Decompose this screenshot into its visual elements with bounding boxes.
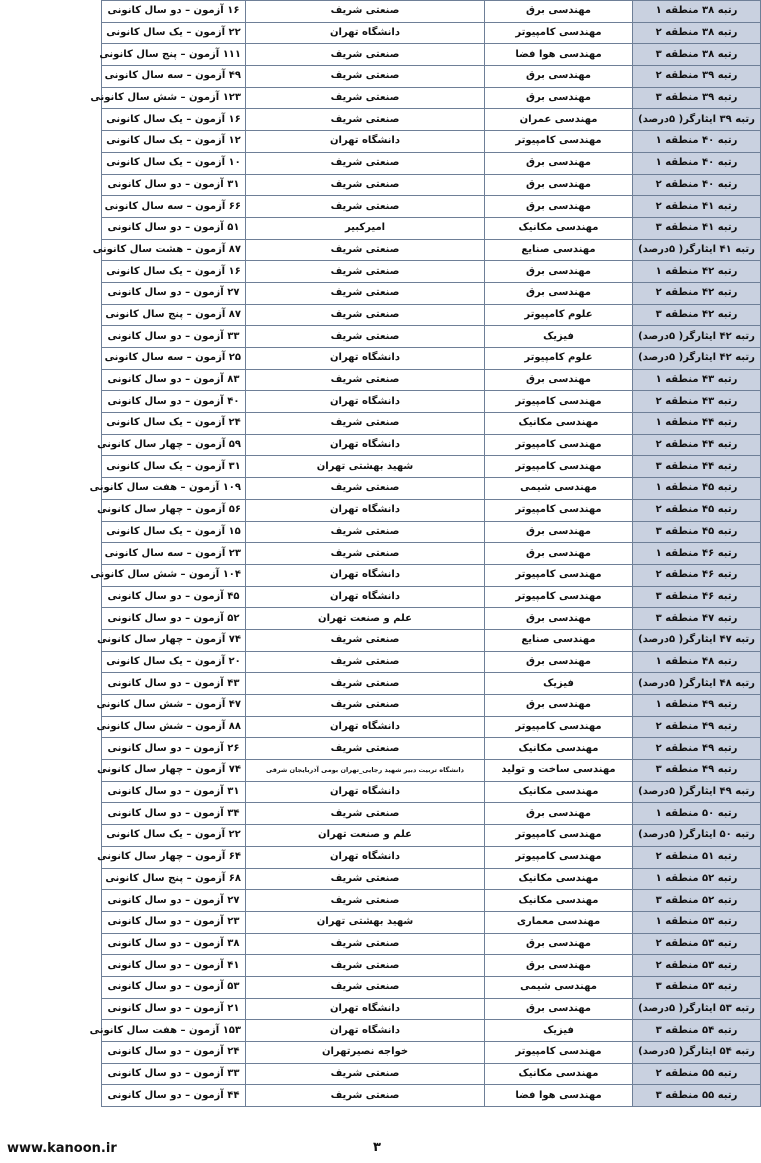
exams-cell: ۸۷ آزمون – هشت سال کانونی <box>102 239 246 261</box>
table-row <box>102 1063 761 1085</box>
table-row <box>102 955 761 977</box>
field-cell: مهندسی مکانیک <box>485 781 633 803</box>
field-cell: مهندسی مکانیک <box>485 217 633 239</box>
exams-cell: ۲۲ آزمون – یک سال کانونی <box>102 825 246 847</box>
university-cell: صنعتی شریف <box>246 651 485 673</box>
field-cell: علوم کامپیوتر <box>485 304 633 326</box>
university-cell: دانشگاه تهران <box>246 22 485 44</box>
field-cell: مهندسی کامپیوتر <box>485 22 633 44</box>
exams-cell: ۱۵۳ آزمون – هفت سال کانونی <box>102 1020 246 1042</box>
table-row <box>102 846 761 868</box>
exams-cell: ۳۴ آزمون – دو سال کانونی <box>102 803 246 825</box>
exams-cell: ۳۱ آزمون – یک سال کانونی <box>102 456 246 478</box>
exams-cell: ۲۴ آزمون – یک سال کانونی <box>102 413 246 435</box>
field-cell: مهندسی معماری <box>485 911 633 933</box>
university-cell: دانشگاه تهران <box>246 499 485 521</box>
university-cell: دانشگاه تهران <box>246 391 485 413</box>
rank-cell: رتبه ۵۴ منطقه ۳ <box>633 1020 761 1042</box>
table-row <box>102 261 761 283</box>
field-cell: مهندسی کامپیوتر <box>485 564 633 586</box>
field-cell: مهندسی برق <box>485 695 633 717</box>
rank-cell: رتبه ۵۳ منطقه ۲ <box>633 955 761 977</box>
university-cell: صنعتی شریف <box>246 738 485 760</box>
university-cell: دانشگاه تهران <box>246 716 485 738</box>
exams-cell: ۷۴ آزمون – چهار سال کانونی <box>102 629 246 651</box>
university-cell: صنعتی شریف <box>246 109 485 131</box>
field-cell: مهندسی برق <box>485 651 633 673</box>
university-cell: صنعتی شریف <box>246 196 485 218</box>
field-cell: مهندسی مکانیک <box>485 413 633 435</box>
exams-cell: ۴۳ آزمون – دو سال کانونی <box>102 673 246 695</box>
university-cell: صنعتی شریف <box>246 282 485 304</box>
field-cell: مهندسی مکانیک <box>485 1063 633 1085</box>
university-cell: صنعتی شریف <box>246 543 485 565</box>
exams-cell: ۲۳ آزمون – دو سال کانونی <box>102 911 246 933</box>
university-cell: صنعتی شریف <box>246 66 485 88</box>
university-cell: صنعتی شریف <box>246 1 485 23</box>
university-cell: صنعتی شریف <box>246 369 485 391</box>
table-row <box>102 1020 761 1042</box>
exams-cell: ۷۴ آزمون – چهار سال کانونی <box>102 760 246 782</box>
rank-cell: رتبه ۴۳ منطقه ۱ <box>633 369 761 391</box>
exams-cell: ۱۰۹ آزمون – هفت سال کانونی <box>102 478 246 500</box>
rank-cell: رتبه ۴۰ منطقه ۲ <box>633 174 761 196</box>
results-table-body <box>89 1 761 1107</box>
field-cell: مهندسی برق <box>485 1 633 23</box>
rank-cell: رتبه ۴۵ منطقه ۳ <box>633 521 761 543</box>
rank-cell: رتبه ۴۰ منطقه ۱ <box>633 131 761 153</box>
rank-cell: رتبه ۴۶ منطقه ۱ <box>633 543 761 565</box>
exams-cell: ۵۱ آزمون – دو سال کانونی <box>102 217 246 239</box>
table-row <box>102 478 761 500</box>
field-cell: مهندسی کامپیوتر <box>485 716 633 738</box>
field-cell: مهندسی برق <box>485 933 633 955</box>
exams-cell: ۳۱ آزمون – دو سال کانونی <box>102 174 246 196</box>
university-cell: صنعتی شریف <box>246 174 485 196</box>
table-row <box>102 282 761 304</box>
university-cell: صنعتی شریف <box>246 413 485 435</box>
university-cell: دانشگاه تهران <box>246 998 485 1020</box>
table-row <box>102 239 761 261</box>
table-row <box>102 174 761 196</box>
table-row <box>102 499 761 521</box>
university-cell: صنعتی شریف <box>246 955 485 977</box>
exams-cell: ۱۰۴ آزمون – شش سال کانونی <box>102 564 246 586</box>
exams-cell: ۲۰ آزمون – یک سال کانونی <box>102 651 246 673</box>
table-row <box>102 651 761 673</box>
university-cell: صنعتی شریف <box>246 933 485 955</box>
university-cell: صنعتی شریف <box>246 1085 485 1107</box>
field-cell: مهندسی مکانیک <box>485 868 633 890</box>
table-row <box>102 998 761 1020</box>
field-cell: مهندسی برق <box>485 998 633 1020</box>
table-row <box>102 87 761 109</box>
field-cell: مهندسی مکانیک <box>485 738 633 760</box>
table-row <box>102 933 761 955</box>
field-cell: مهندسی برق <box>485 803 633 825</box>
university-cell: صنعتی شریف <box>246 976 485 998</box>
table-row <box>102 825 761 847</box>
rank-cell: رتبه ۳۸ منطقه ۱ <box>633 1 761 23</box>
exams-cell: ۲۶ آزمون – دو سال کانونی <box>102 738 246 760</box>
table-row <box>102 44 761 66</box>
table-row <box>102 131 761 153</box>
field-cell: فیزیک <box>485 326 633 348</box>
table-row <box>102 564 761 586</box>
rank-cell: رتبه ۴۰ منطقه ۱ <box>633 152 761 174</box>
exams-cell: ۵۲ آزمون – دو سال کانونی <box>102 608 246 630</box>
page-number: ۳ <box>373 1140 381 1155</box>
exams-cell: ۱۶ آزمون – یک سال کانونی <box>102 261 246 283</box>
exams-cell: ۴۷ آزمون – شش سال کانونی <box>102 695 246 717</box>
rank-cell: رتبه ۵۳ ایثارگر( ۵درصد) <box>633 998 761 1020</box>
rank-cell: رتبه ۴۲ ایثارگر( ۵درصد) <box>633 326 761 348</box>
table-row <box>102 66 761 88</box>
field-cell: مهندسی کامپیوتر <box>485 131 633 153</box>
university-cell: صنعتی شریف <box>246 478 485 500</box>
exams-cell: ۴۰ آزمون – دو سال کانونی <box>102 391 246 413</box>
rank-cell: رتبه ۵۳ منطقه ۳ <box>633 976 761 998</box>
field-cell: مهندسی شیمی <box>485 976 633 998</box>
rank-cell: رتبه ۵۰ منطقه ۱ <box>633 803 761 825</box>
exams-cell: ۴۵ آزمون – دو سال کانونی <box>102 586 246 608</box>
table-row <box>102 434 761 456</box>
field-cell: مهندسی کامپیوتر <box>485 825 633 847</box>
exams-cell: ۱۶ آزمون – یک سال کانونی <box>102 109 246 131</box>
exams-cell: ۱۲ آزمون – یک سال کانونی <box>102 131 246 153</box>
field-cell: مهندسی هوا فضا <box>485 44 633 66</box>
field-cell: مهندسی ساخت و تولید <box>485 760 633 782</box>
exams-cell: ۵۶ آزمون – چهار سال کانونی <box>102 499 246 521</box>
exams-cell: ۲۴ آزمون – دو سال کانونی <box>102 1042 246 1064</box>
field-cell: علوم کامپیوتر <box>485 348 633 370</box>
university-cell: صنعتی شریف <box>246 152 485 174</box>
footer-website: www.kanoon.ir <box>7 1141 117 1156</box>
field-cell: مهندسی هوا فضا <box>485 1085 633 1107</box>
rank-cell: رتبه ۵۰ ایثارگر( ۵درصد) <box>633 825 761 847</box>
table-row <box>102 911 761 933</box>
rank-cell: رتبه ۴۷ ایثارگر( ۵درصد) <box>633 629 761 651</box>
exams-cell: ۸۸ آزمون – شش سال کانونی <box>102 716 246 738</box>
rank-cell: رتبه ۴۲ ایثارگر( ۵درصد) <box>633 348 761 370</box>
university-cell: علم و صنعت تهران <box>246 825 485 847</box>
rank-cell: رتبه ۴۷ منطقه ۳ <box>633 608 761 630</box>
table-row <box>102 369 761 391</box>
rank-cell: رتبه ۴۵ منطقه ۲ <box>633 499 761 521</box>
table-row <box>102 695 761 717</box>
table-row <box>102 348 761 370</box>
table-row <box>102 803 761 825</box>
rank-cell: رتبه ۴۹ منطقه ۱ <box>633 695 761 717</box>
results-table <box>89 0 761 1107</box>
rank-cell: رتبه ۴۳ منطقه ۲ <box>633 391 761 413</box>
field-cell: مهندسی کامپیوتر <box>485 391 633 413</box>
exams-cell: ۶۸ آزمون – پنج سال کانونی <box>102 868 246 890</box>
exams-cell: ۱۰ آزمون – یک سال کانونی <box>102 152 246 174</box>
field-cell: مهندسی کامپیوتر <box>485 499 633 521</box>
exams-cell: ۶۶ آزمون – سه سال کانونی <box>102 196 246 218</box>
university-cell: صنعتی شریف <box>246 87 485 109</box>
rank-cell: رتبه ۵۵ منطقه ۳ <box>633 1085 761 1107</box>
table-row <box>102 1042 761 1064</box>
university-cell: دانشگاه تهران <box>246 564 485 586</box>
university-cell: دانشگاه تهران <box>246 846 485 868</box>
exams-cell: ۵۹ آزمون – چهار سال کانونی <box>102 434 246 456</box>
table-row <box>102 738 761 760</box>
table-row <box>102 521 761 543</box>
exams-cell: ۲۷ آزمون – دو سال کانونی <box>102 890 246 912</box>
field-cell: مهندسی برق <box>485 174 633 196</box>
rank-cell: رتبه ۴۲ منطقه ۲ <box>633 282 761 304</box>
table-row <box>102 868 761 890</box>
rank-cell: رتبه ۴۹ منطقه ۳ <box>633 760 761 782</box>
table-row <box>102 152 761 174</box>
table-row <box>102 196 761 218</box>
table-row <box>102 781 761 803</box>
field-cell: مهندسی عمران <box>485 109 633 131</box>
exams-cell: ۳۳ آزمون – دو سال کانونی <box>102 326 246 348</box>
table-row <box>102 976 761 998</box>
exams-cell: ۴۴ آزمون – دو سال کانونی <box>102 1085 246 1107</box>
table-row <box>102 629 761 651</box>
rank-cell: رتبه ۴۴ منطقه ۱ <box>633 413 761 435</box>
field-cell: مهندسی برق <box>485 196 633 218</box>
table-row <box>102 760 761 782</box>
table-row <box>102 326 761 348</box>
table-row <box>102 109 761 131</box>
rank-cell: رتبه ۴۸ منطقه ۱ <box>633 651 761 673</box>
rank-cell: رتبه ۴۲ منطقه ۳ <box>633 304 761 326</box>
exams-cell: ۳۱ آزمون – دو سال کانونی <box>102 781 246 803</box>
rank-cell: رتبه ۴۴ منطقه ۲ <box>633 434 761 456</box>
table-row <box>102 890 761 912</box>
field-cell: مهندسی برق <box>485 608 633 630</box>
exams-cell: ۵۳ آزمون – دو سال کانونی <box>102 976 246 998</box>
university-cell: صنعتی شریف <box>246 326 485 348</box>
rank-cell: رتبه ۴۲ منطقه ۱ <box>633 261 761 283</box>
university-cell: صنعتی شریف <box>246 239 485 261</box>
rank-cell: رتبه ۴۱ منطقه ۲ <box>633 196 761 218</box>
rank-cell: رتبه ۵۳ منطقه ۲ <box>633 933 761 955</box>
rank-cell: رتبه ۵۱ منطقه ۲ <box>633 846 761 868</box>
university-cell: صنعتی شریف <box>246 695 485 717</box>
rank-cell: رتبه ۴۹ منطقه ۲ <box>633 738 761 760</box>
university-cell: صنعتی شریف <box>246 673 485 695</box>
results-table-container <box>89 0 755 1107</box>
exams-cell: ۲۷ آزمون – دو سال کانونی <box>102 282 246 304</box>
table-row <box>102 22 761 44</box>
field-cell: مهندسی کامپیوتر <box>485 456 633 478</box>
table-row <box>102 413 761 435</box>
university-cell: علم و صنعت تهران <box>246 608 485 630</box>
field-cell: مهندسی کامپیوتر <box>485 586 633 608</box>
university-cell: دانشگاه تهران <box>246 1020 485 1042</box>
rank-cell: رتبه ۴۱ ایثارگر( ۵درصد) <box>633 239 761 261</box>
rank-cell: رتبه ۴۴ منطقه ۳ <box>633 456 761 478</box>
university-cell: صنعتی شریف <box>246 521 485 543</box>
university-cell: صنعتی شریف <box>246 1063 485 1085</box>
university-cell: صنعتی شریف <box>246 803 485 825</box>
rank-cell: رتبه ۴۵ منطقه ۱ <box>633 478 761 500</box>
rank-cell: رتبه ۴۶ منطقه ۲ <box>633 564 761 586</box>
rank-cell: رتبه ۵۲ منطقه ۳ <box>633 890 761 912</box>
university-cell: دانشگاه تهران <box>246 348 485 370</box>
university-cell: دانشگاه تهران <box>246 586 485 608</box>
exams-cell: ۴۱ آزمون – دو سال کانونی <box>102 955 246 977</box>
table-row <box>102 304 761 326</box>
table-row <box>102 391 761 413</box>
field-cell: مهندسی برق <box>485 955 633 977</box>
exams-cell: ۱۱۱ آزمون – پنج سال کانونی <box>102 44 246 66</box>
field-cell: مهندسی برق <box>485 521 633 543</box>
rank-cell: رتبه ۴۶ منطقه ۳ <box>633 586 761 608</box>
university-cell: خواجه نصیرتهران <box>246 1042 485 1064</box>
exams-cell: ۴۹ آزمون – سه سال کانونی <box>102 66 246 88</box>
university-cell: شهید بهشتی تهران <box>246 911 485 933</box>
university-cell: صنعتی شریف <box>246 890 485 912</box>
exams-cell: ۳۸ آزمون – دو سال کانونی <box>102 933 246 955</box>
field-cell: مهندسی کامپیوتر <box>485 846 633 868</box>
university-cell: دانشگاه تربیت دبیر شهید رجایی_تهران بومی آذربایجان شرقی <box>246 760 485 782</box>
rank-cell: رتبه ۵۲ منطقه ۱ <box>633 868 761 890</box>
rank-cell: رتبه ۵۵ منطقه ۲ <box>633 1063 761 1085</box>
university-cell: صنعتی شریف <box>246 261 485 283</box>
rank-cell: رتبه ۴۹ ایثارگر( ۵درصد) <box>633 781 761 803</box>
table-row <box>102 608 761 630</box>
rank-cell: رتبه ۴۸ ایثارگر( ۵درصد) <box>633 673 761 695</box>
rank-cell: رتبه ۵۳ منطقه ۱ <box>633 911 761 933</box>
field-cell: مهندسی کامپیوتر <box>485 1042 633 1064</box>
rank-cell: رتبه ۳۹ ایثارگر( ۵درصد) <box>633 109 761 131</box>
exams-cell: ۳۳ آزمون – دو سال کانونی <box>102 1063 246 1085</box>
university-cell: دانشگاه تهران <box>246 781 485 803</box>
field-cell: مهندسی کامپیوتر <box>485 434 633 456</box>
exams-cell: ۶۴ آزمون – چهار سال کانونی <box>102 846 246 868</box>
exams-cell: ۲۲ آزمون – یک سال کانونی <box>102 22 246 44</box>
exams-cell: ۱۵ آزمون – یک سال کانونی <box>102 521 246 543</box>
field-cell: فیزیک <box>485 1020 633 1042</box>
field-cell: مهندسی مکانیک <box>485 890 633 912</box>
university-cell: دانشگاه تهران <box>246 131 485 153</box>
university-cell: شهید بهشتی تهران <box>246 456 485 478</box>
rank-cell: رتبه ۳۹ منطقه ۳ <box>633 87 761 109</box>
field-cell: مهندسی صنایع <box>485 629 633 651</box>
exams-cell: ۲۵ آزمون – سه سال کانونی <box>102 348 246 370</box>
exams-cell: ۸۷ آزمون – پنج سال کانونی <box>102 304 246 326</box>
table-row <box>102 1 761 23</box>
field-cell: مهندسی شیمی <box>485 478 633 500</box>
university-cell: دانشگاه تهران <box>246 434 485 456</box>
rank-cell: رتبه ۴۱ منطقه ۳ <box>633 217 761 239</box>
rank-cell: رتبه ۳۸ منطقه ۳ <box>633 44 761 66</box>
field-cell: فیزیک <box>485 673 633 695</box>
rank-cell: رتبه ۳۸ منطقه ۲ <box>633 22 761 44</box>
rank-cell: رتبه ۴۹ منطقه ۲ <box>633 716 761 738</box>
exams-cell: ۲۱ آزمون – دو سال کانونی <box>102 998 246 1020</box>
field-cell: مهندسی صنایع <box>485 239 633 261</box>
university-cell: صنعتی شریف <box>246 868 485 890</box>
table-row <box>102 217 761 239</box>
field-cell: مهندسی برق <box>485 87 633 109</box>
university-cell: صنعتی شریف <box>246 304 485 326</box>
university-cell: صنعتی شریف <box>246 629 485 651</box>
table-row <box>102 586 761 608</box>
field-cell: مهندسی برق <box>485 152 633 174</box>
table-row <box>102 543 761 565</box>
field-cell: مهندسی برق <box>485 543 633 565</box>
table-row <box>102 716 761 738</box>
university-cell: صنعتی شریف <box>246 44 485 66</box>
field-cell: مهندسی برق <box>485 66 633 88</box>
university-cell: امیرکبیر <box>246 217 485 239</box>
rank-cell: رتبه ۵۴ ایثارگر( ۵درصد) <box>633 1042 761 1064</box>
exams-cell: ۱۶ آزمون – دو سال کانونی <box>102 1 246 23</box>
table-row <box>102 1085 761 1107</box>
field-cell: مهندسی برق <box>485 261 633 283</box>
exams-cell: ۱۲۳ آزمون – شش سال کانونی <box>102 87 246 109</box>
field-cell: مهندسی برق <box>485 369 633 391</box>
rank-cell: رتبه ۳۹ منطقه ۲ <box>633 66 761 88</box>
table-row <box>102 673 761 695</box>
exams-cell: ۸۳ آزمون – دو سال کانونی <box>102 369 246 391</box>
exams-cell: ۲۳ آزمون – سه سال کانونی <box>102 543 246 565</box>
table-row <box>102 456 761 478</box>
field-cell: مهندسی برق <box>485 282 633 304</box>
